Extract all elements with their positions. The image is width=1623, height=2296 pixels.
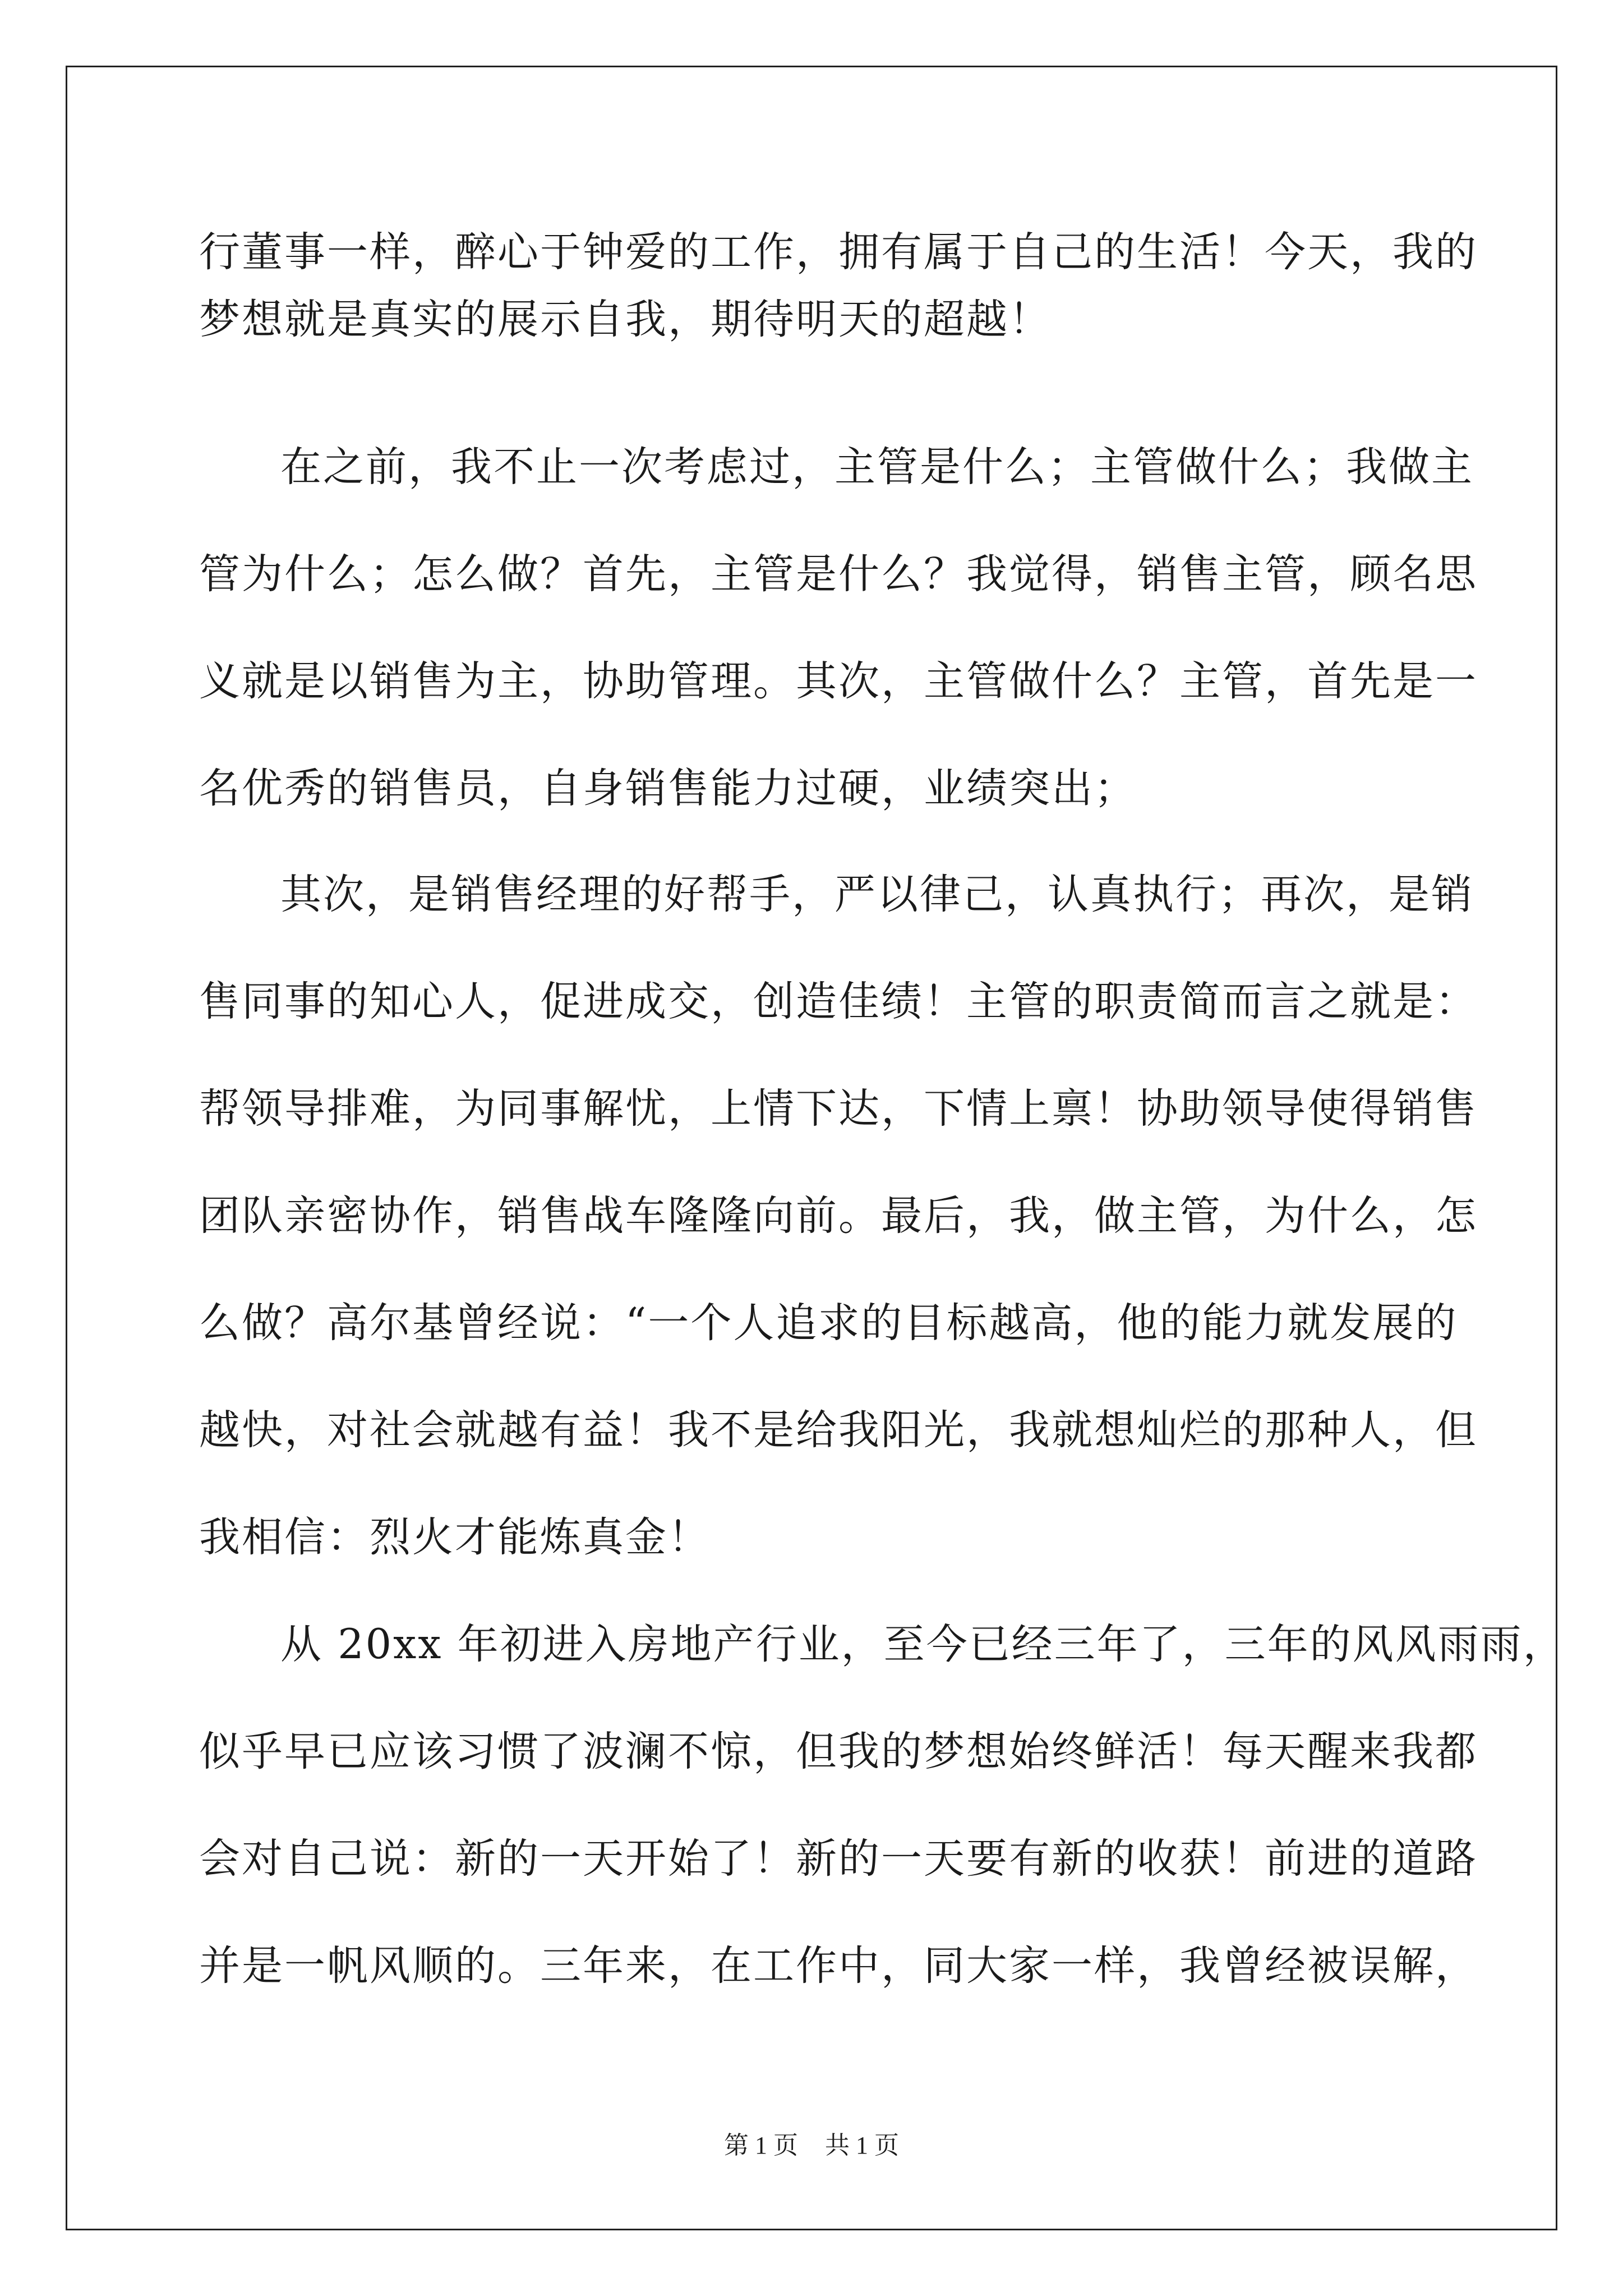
page-number: 第 1 页 [724, 2132, 798, 2159]
page-footer [0, 2129, 1623, 2162]
body-line: 似乎早已应该习惯了波澜不惊，但我的梦想始终鲜活！每天醒来我都 [199, 1728, 1478, 1775]
body-line: 越快，对社会就越有益！我不是给我阳光，我就想灿烂的那种人，但 [199, 1406, 1478, 1454]
page-border [66, 66, 1566, 2230]
body-line: 并是一帆风顺的。三年来，在工作中，同大家一样，我曾经被误解， [199, 1942, 1478, 1990]
body-line: 会对自己说：新的一天开始了！新的一天要有新的收获！前进的道路 [199, 1835, 1478, 1883]
body-line: 售同事的知心人，促进成交，创造佳绩！主管的职责简而言之就是： [199, 978, 1478, 1025]
body-line: 行董事一样，醉心于钟爱的工作，拥有属于自己的生活！今天，我的 [199, 228, 1478, 276]
body-line: 在之前，我不止一次考虑过，主管是什么；主管做什么；我做主 [280, 443, 1474, 491]
body-line: 从 20xx 年初进入房地产行业，至今已经三年了，三年的风风雨雨， [280, 1621, 1566, 1668]
body-line: 其次，是销售经理的好帮手，严以律己，认真执行；再次，是销 [280, 871, 1474, 918]
body-line: 团队亲密协作，销售战车隆隆向前。最后，我，做主管，为什么，怎 [199, 1192, 1478, 1240]
body-line: 义就是以销售为主，协助管理。其次，主管做什么？主管，首先是一 [199, 657, 1478, 705]
body-line: 名优秀的销售员，自身销售能力过硬，业绩突出； [199, 765, 1137, 812]
body-line: 我相信：烈火才能炼真金！ [199, 1513, 711, 1561]
body-line: 梦想就是真实的展示自我，期待明天的超越！ [199, 296, 1052, 343]
page-total: 共 1 页 [825, 2132, 899, 2159]
body-line: 帮领导排难，为同事解忧，上情下达，下情上禀！协助领导使得销售 [199, 1085, 1478, 1133]
body-line: 么做？高尔基曾经说：“一个人追求的目标越高，他的能力就发展的 [199, 1299, 1458, 1347]
body-line: 管为什么；怎么做？首先，主管是什么？我觉得，销售主管，顾名思 [199, 550, 1478, 598]
